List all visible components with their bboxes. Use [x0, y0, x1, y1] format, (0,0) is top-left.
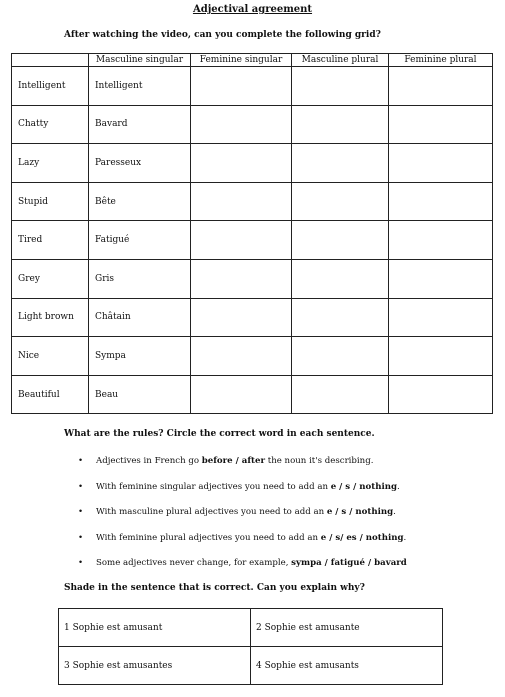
grid-header-masc-plural: Masculine plural — [292, 54, 389, 67]
fem-sing-answer-cell[interactable] — [191, 182, 292, 221]
table-row — [12, 105, 493, 144]
circle-choice[interactable]: e / s / nothing — [326, 507, 394, 517]
adjective-grid — [11, 53, 493, 414]
rule-item: • Adjectives in French go before / after the noun it's describing. — [78, 450, 407, 476]
grid-header-fem-plural: Feminine plural — [389, 54, 493, 67]
rules-title: What are the rules? Circle the correct word in each sentence. — [64, 429, 375, 439]
masc-plural-answer-cell[interactable] — [292, 221, 389, 260]
shade-table — [58, 608, 443, 685]
sentence-option[interactable]: 3 Sophie est amusantes — [59, 647, 251, 685]
grid-header-blank — [12, 54, 89, 67]
sentence-option[interactable]: 1 Sophie est amusant — [59, 609, 251, 647]
masc-plural-answer-cell[interactable] — [292, 375, 389, 414]
table-row — [12, 67, 493, 106]
masc-plural-answer-cell[interactable] — [292, 337, 389, 376]
english-cell: Intelligent — [12, 67, 89, 106]
table-row — [12, 337, 493, 376]
rule-item: • With masculine plural adjectives you need to add an e / s / nothing. — [78, 501, 407, 527]
fem-sing-answer-cell[interactable] — [191, 221, 292, 260]
fem-plural-answer-cell[interactable] — [389, 375, 493, 414]
shade-title: Shade in the sentence that is correct. Can you explain why? — [64, 583, 365, 593]
english-cell: Grey — [12, 259, 89, 298]
masc-plural-answer-cell[interactable] — [292, 144, 389, 183]
fem-plural-answer-cell[interactable] — [389, 105, 493, 144]
bullet-icon: • — [78, 558, 84, 568]
circle-choice[interactable]: sympa / fatigué / bavard — [291, 558, 407, 568]
bullet-icon: • — [78, 532, 84, 543]
rule-item: • Some adjectives never change, for example, sympa / fatigué / bavard — [78, 552, 407, 578]
masc-plural-answer-cell[interactable] — [292, 67, 389, 106]
table-row — [59, 647, 443, 685]
masc-plural-answer-cell[interactable] — [292, 105, 389, 144]
rule-item: • With feminine plural adjectives you need to add an e / s/ es / nothing. — [78, 527, 407, 553]
masc-sing-cell: Bête — [89, 182, 191, 221]
table-row — [12, 144, 493, 183]
circle-choice[interactable]: before / after — [201, 456, 266, 466]
masc-sing-cell: Fatigué — [89, 221, 191, 260]
fem-plural-answer-cell[interactable] — [389, 337, 493, 376]
worksheet-title: Adjectival agreement — [192, 4, 313, 15]
circle-choice[interactable]: e / s/ es / nothing — [320, 532, 404, 543]
table-row — [12, 221, 493, 260]
fem-sing-answer-cell[interactable] — [191, 375, 292, 414]
table-row — [12, 375, 493, 414]
masc-sing-cell: Sympa — [89, 337, 191, 376]
masc-plural-answer-cell[interactable] — [292, 259, 389, 298]
grid-header-masc-sing: Masculine singular — [89, 54, 191, 67]
fem-plural-answer-cell[interactable] — [389, 182, 493, 221]
fem-plural-answer-cell[interactable] — [389, 298, 493, 337]
table-row — [12, 259, 493, 298]
fem-sing-answer-cell[interactable] — [191, 144, 292, 183]
fem-sing-answer-cell[interactable] — [191, 105, 292, 144]
english-cell: Beautiful — [12, 375, 89, 414]
sentence-option[interactable]: 2 Sophie est amusante — [251, 609, 443, 647]
table-row — [12, 182, 493, 221]
bullet-icon: • — [78, 456, 84, 466]
english-cell: Light brown — [12, 298, 89, 337]
sentence-option[interactable]: 4 Sophie est amusants — [251, 647, 443, 685]
table-row — [59, 609, 443, 647]
circle-choice[interactable]: e / s / nothing — [330, 481, 397, 492]
masc-sing-cell: Paresseux — [89, 144, 191, 183]
english-cell: Stupid — [12, 182, 89, 221]
english-cell: Tired — [12, 221, 89, 260]
rule-item: • With feminine singular adjectives you need to add an e / s / nothing. — [78, 476, 407, 502]
english-cell: Nice — [12, 337, 89, 376]
rules-list — [78, 450, 407, 578]
grid-header-row — [12, 54, 493, 67]
bullet-icon: • — [78, 481, 84, 492]
fem-sing-answer-cell[interactable] — [191, 298, 292, 337]
table-row — [12, 298, 493, 337]
fem-sing-answer-cell[interactable] — [191, 337, 292, 376]
masc-sing-cell: Bavard — [89, 105, 191, 144]
fem-plural-answer-cell[interactable] — [389, 221, 493, 260]
english-cell: Lazy — [12, 144, 89, 183]
fem-sing-answer-cell[interactable] — [191, 259, 292, 298]
grid-header-fem-sing: Feminine singular — [191, 54, 292, 67]
masc-sing-cell: Châtain — [89, 298, 191, 337]
grid-instruction: After watching the video, can you complete the following grid? — [64, 30, 381, 40]
english-cell: Chatty — [12, 105, 89, 144]
masc-plural-answer-cell[interactable] — [292, 298, 389, 337]
masc-sing-cell: Beau — [89, 375, 191, 414]
fem-plural-answer-cell[interactable] — [389, 67, 493, 106]
masc-sing-cell: Gris — [89, 259, 191, 298]
masc-plural-answer-cell[interactable] — [292, 182, 389, 221]
fem-sing-answer-cell[interactable] — [191, 67, 292, 106]
fem-plural-answer-cell[interactable] — [389, 144, 493, 183]
fem-plural-answer-cell[interactable] — [389, 259, 493, 298]
masc-sing-cell: Intelligent — [89, 67, 191, 106]
bullet-icon: • — [78, 507, 84, 517]
